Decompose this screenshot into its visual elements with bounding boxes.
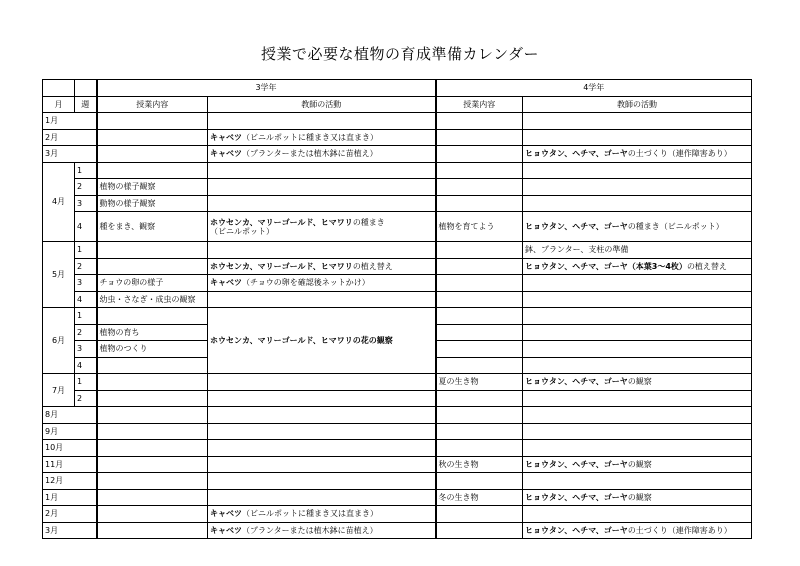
grade3-lesson-cell xyxy=(97,423,208,440)
grade3-teacher-cell xyxy=(208,275,436,292)
plant-name: ホウセンカ、マリーゴールド、ヒマワリの花の観察 xyxy=(210,336,393,345)
grade4-teacher-cell xyxy=(523,374,752,391)
grade3-lesson-cell xyxy=(97,162,208,179)
grade3-lesson-cell: 動物の様子観察 xyxy=(97,195,208,212)
grade4-lesson-cell xyxy=(436,129,523,146)
week-cell: 1 xyxy=(75,242,97,259)
header-blank xyxy=(75,80,97,97)
grade3-lesson-cell: 植物の様子観察 xyxy=(97,179,208,196)
grade3-teacher-cell xyxy=(208,195,436,212)
week-cell: 3 xyxy=(75,341,97,358)
week-cell: 2 xyxy=(75,258,97,275)
activity-note: の観察 xyxy=(627,459,652,469)
week-cell: 4 xyxy=(75,357,97,374)
week-row xyxy=(43,195,752,212)
grade4-lesson-cell: 秋の生き物 xyxy=(436,456,523,473)
grade3-lesson-cell: 植物の育ち xyxy=(97,324,208,341)
activity-note: の観察 xyxy=(627,492,652,502)
activity-note: （ビニルポット） xyxy=(210,226,274,236)
grade4-lesson-cell xyxy=(436,162,523,179)
grade3-teacher-cell xyxy=(208,390,436,407)
month-row xyxy=(43,423,752,440)
month-cell: 1月 xyxy=(43,113,97,130)
week-row xyxy=(43,275,752,292)
grade4-teacher-cell xyxy=(523,489,752,506)
grade3-lesson-cell xyxy=(97,357,208,374)
month-cell: 9月 xyxy=(43,423,97,440)
grade4-lesson-cell xyxy=(436,357,523,374)
grade3-teacher-cell xyxy=(208,308,436,374)
grade3-lesson-cell xyxy=(97,242,208,259)
grade3-teacher-cell xyxy=(208,489,436,506)
week-cell: 2 xyxy=(75,324,97,341)
week-cell: 3 xyxy=(75,275,97,292)
week-row xyxy=(43,212,752,242)
week-cell: 1 xyxy=(75,162,97,179)
month-row xyxy=(43,129,752,146)
grade3-teacher-cell xyxy=(208,423,436,440)
header-column-row xyxy=(43,96,752,113)
week-row xyxy=(43,374,752,391)
grade4-lesson-cell: 冬の生き物 xyxy=(436,489,523,506)
month-cell: 6月 xyxy=(43,308,75,374)
grade3-lesson-cell xyxy=(97,473,208,490)
grade4-lesson-cell xyxy=(436,522,523,539)
grade4-lesson-cell xyxy=(436,258,523,275)
activity-note: （チョウの卵を確認後ネットかけ） xyxy=(242,278,370,288)
grade3-lesson-cell xyxy=(97,129,208,146)
grade4-lesson-cell xyxy=(436,195,523,212)
grade4-teacher-cell xyxy=(523,341,752,358)
grade4-teacher-cell xyxy=(523,390,752,407)
week-cell: 4 xyxy=(75,291,97,308)
plant-name: キャベツ xyxy=(210,278,242,288)
grade3-lesson-cell xyxy=(97,374,208,391)
grade4-teacher-cell xyxy=(523,179,752,196)
grade4-lesson-cell xyxy=(436,506,523,523)
header-grade-row xyxy=(43,80,752,97)
month-row xyxy=(43,506,752,523)
grade4-lesson-cell xyxy=(436,390,523,407)
header-blank xyxy=(43,80,75,97)
page-title: 授業で必要な植物の育成準備カレンダー xyxy=(260,45,540,63)
grade3-teacher-cell xyxy=(208,407,436,424)
grade4-teacher-header: 教師の活動 xyxy=(523,96,752,113)
month-cell: 10月 xyxy=(43,440,97,457)
grade4-teacher-cell xyxy=(523,440,752,457)
month-cell: 1月 xyxy=(43,489,97,506)
grade4-lesson-cell: 植物を育てよう xyxy=(436,212,523,242)
month-cell: 3月 xyxy=(43,146,97,163)
grade3-teacher-cell xyxy=(208,473,436,490)
grade4-lesson-cell xyxy=(436,423,523,440)
grade3-teacher-header: 教師の活動 xyxy=(208,96,436,113)
grade3-lesson-cell xyxy=(97,258,208,275)
month-row xyxy=(43,522,752,539)
grade4-lesson-cell xyxy=(436,440,523,457)
month-cell: 2月 xyxy=(43,506,97,523)
grade3-teacher-cell xyxy=(208,374,436,391)
grade4-lesson-cell xyxy=(436,324,523,341)
plant-name: ヒョウタン、ヘチマ、ゴーヤ xyxy=(525,525,628,535)
plant-name: ヒョウタン、ヘチマ、ゴーヤ xyxy=(525,377,628,387)
month-row xyxy=(43,440,752,457)
plant-name: ヒョウタン、ヘチマ、ゴーヤ xyxy=(525,149,628,159)
grade3-lesson-cell xyxy=(97,489,208,506)
grade3-teacher-cell xyxy=(208,522,436,539)
activity-note: 鉢、プランター、支柱の準備 xyxy=(525,245,629,255)
activity-note: の植え替え xyxy=(686,261,727,271)
week-row xyxy=(43,308,752,325)
grade3-teacher-cell xyxy=(208,456,436,473)
grade4-teacher-cell xyxy=(523,522,752,539)
plant-name: キャベツ xyxy=(210,509,242,519)
grade3-lesson-cell xyxy=(97,407,208,424)
grade4-teacher-cell xyxy=(523,506,752,523)
month-cell: 2月 xyxy=(43,129,97,146)
activity-note: （ビニルポットに種まき又は直まき） xyxy=(242,132,378,142)
activity-note: （プランターまたは植木鉢に苗植え） xyxy=(242,149,378,159)
grade4-lesson-cell xyxy=(436,179,523,196)
plant-name: ホウセンカ、マリーゴールド、ヒマワリ xyxy=(210,261,353,271)
grade4-lesson-cell: 夏の生き物 xyxy=(436,374,523,391)
grade3-teacher-cell xyxy=(208,258,436,275)
grade3-lesson-cell xyxy=(97,456,208,473)
grade4-header: 4学年 xyxy=(436,80,752,97)
grade3-lesson-cell: チョウの卵の様子 xyxy=(97,275,208,292)
grade3-lesson-cell xyxy=(97,146,208,163)
month-row xyxy=(43,456,752,473)
grade4-teacher-cell xyxy=(523,308,752,325)
activity-note: の種まき（ビニルポット） xyxy=(627,222,724,231)
grade3-lesson-cell xyxy=(97,308,208,325)
month-header: 月 xyxy=(43,96,75,113)
month-cell: 4月 xyxy=(43,162,75,242)
grade3-teacher-cell xyxy=(208,129,436,146)
grade3-header: 3学年 xyxy=(97,80,436,97)
grade3-lesson-cell: 種をまき、観察 xyxy=(97,212,208,242)
week-cell: 2 xyxy=(75,179,97,196)
month-row xyxy=(43,407,752,424)
month-cell: 12月 xyxy=(43,473,97,490)
grade4-lesson-cell xyxy=(436,473,523,490)
grade3-lesson-cell xyxy=(97,390,208,407)
week-row xyxy=(43,390,752,407)
week-cell: 2 xyxy=(75,390,97,407)
plant-name: ホウセンカ、マリーゴールド、ヒマワリ xyxy=(210,217,353,227)
month-cell: 7月 xyxy=(43,374,75,407)
grade3-teacher-cell xyxy=(208,291,436,308)
activity-note: （プランターまたは植木鉢に苗植え） xyxy=(242,525,378,535)
grade3-lesson-cell xyxy=(97,522,208,539)
grade3-teacher-cell xyxy=(208,113,436,130)
week-cell: 4 xyxy=(75,212,97,242)
grade3-teacher-cell xyxy=(208,506,436,523)
grade4-teacher-cell xyxy=(523,195,752,212)
grade3-lesson-cell xyxy=(97,113,208,130)
grade4-teacher-cell xyxy=(523,423,752,440)
month-cell: 3月 xyxy=(43,522,97,539)
grade3-lesson-cell: 幼虫・さなぎ・成虫の観察 xyxy=(97,291,208,308)
week-cell: 1 xyxy=(75,374,97,391)
activity-note: の土づくり（連作障害あり） xyxy=(627,525,732,535)
week-row xyxy=(43,162,752,179)
grade4-lesson-cell xyxy=(436,308,523,325)
grade3-teacher-cell xyxy=(208,242,436,259)
grade3-teacher-cell xyxy=(208,162,436,179)
grade4-teacher-cell xyxy=(523,291,752,308)
week-header: 週 xyxy=(75,96,97,113)
plant-name: キャベツ xyxy=(210,525,242,535)
month-cell: 8月 xyxy=(43,407,97,424)
grade4-teacher-cell xyxy=(523,146,752,163)
month-row xyxy=(43,489,752,506)
grade3-teacher-cell xyxy=(208,179,436,196)
month-row xyxy=(43,146,752,163)
grade4-teacher-cell xyxy=(523,129,752,146)
grade3-teacher-cell xyxy=(208,440,436,457)
grade4-lesson-cell xyxy=(436,341,523,358)
plant-name: キャベツ xyxy=(210,132,242,142)
activity-note: （ビニルポットに種まき又は直まき） xyxy=(242,509,378,519)
plant-name: ヒョウタン、ヘチマ、ゴーヤ xyxy=(525,222,628,231)
grade3-lesson-cell: 植物のつくり xyxy=(97,341,208,358)
activity-note: の観察 xyxy=(627,377,652,387)
month-cell: 5月 xyxy=(43,242,75,308)
week-row xyxy=(43,258,752,275)
grade4-teacher-cell xyxy=(523,357,752,374)
month-row xyxy=(43,113,752,130)
grade4-teacher-cell xyxy=(523,242,752,259)
grade4-teacher-cell xyxy=(523,324,752,341)
week-cell: 3 xyxy=(75,195,97,212)
plant-name: ヒョウタン、ヘチマ、ゴーヤ xyxy=(525,459,628,469)
grade3-lesson-cell xyxy=(97,506,208,523)
grade4-teacher-cell xyxy=(523,258,752,275)
week-row xyxy=(43,179,752,196)
grade3-lesson-cell xyxy=(97,440,208,457)
grade4-teacher-cell xyxy=(523,407,752,424)
activity-note: の植え替え xyxy=(352,261,393,271)
grade4-teacher-cell xyxy=(523,456,752,473)
month-cell: 11月 xyxy=(43,456,97,473)
grade4-lesson-cell xyxy=(436,146,523,163)
grade4-teacher-cell xyxy=(523,212,752,242)
week-cell: 1 xyxy=(75,308,97,325)
week-row xyxy=(43,242,752,259)
activity-note: の土づくり（連作障害あり） xyxy=(627,149,732,159)
calendar-table xyxy=(42,79,752,539)
grade3-teacher-cell xyxy=(208,146,436,163)
grade4-teacher-cell xyxy=(523,113,752,130)
grade3-lesson-header: 授業内容 xyxy=(97,96,208,113)
week-row xyxy=(43,291,752,308)
grade3-teacher-cell xyxy=(208,212,436,242)
grade4-teacher-cell xyxy=(523,473,752,490)
grade4-teacher-cell xyxy=(523,162,752,179)
activity-note: の種まき xyxy=(352,217,385,227)
plant-name: ヒョウタン、ヘチマ、ゴーヤ xyxy=(525,492,628,502)
plant-name: ヒョウタン、ヘチマ、ゴーヤ（本葉3～4枚） xyxy=(525,261,687,271)
grade4-lesson-cell xyxy=(436,291,523,308)
grade4-lesson-cell xyxy=(436,275,523,292)
grade4-lesson-cell xyxy=(436,242,523,259)
plant-name: キャベツ xyxy=(210,149,242,159)
month-row xyxy=(43,473,752,490)
grade4-lesson-cell xyxy=(436,113,523,130)
grade4-teacher-cell xyxy=(523,275,752,292)
grade4-lesson-header: 授業内容 xyxy=(436,96,523,113)
grade4-lesson-cell xyxy=(436,407,523,424)
